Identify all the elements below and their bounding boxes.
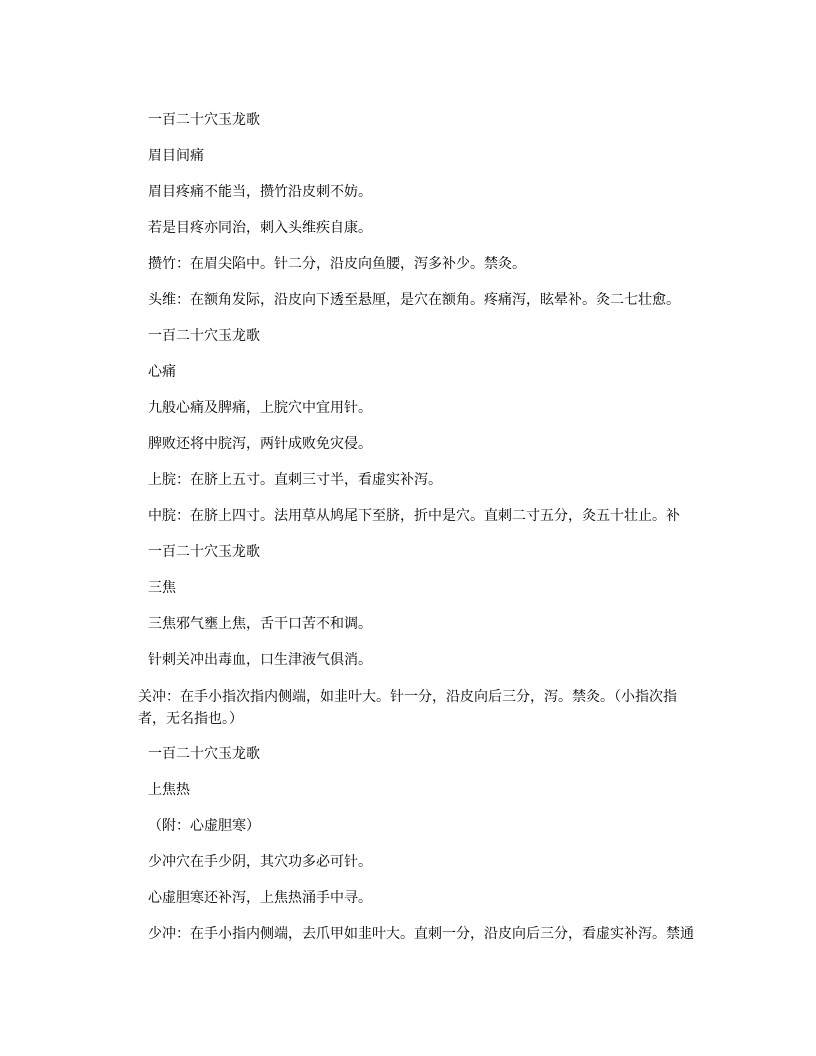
section-heading: 上焦热: [148, 782, 190, 798]
verse-line: 脾败还将中脘泻，两针成败免灾侵。: [148, 436, 372, 452]
verse-line: 眉目疼痛不能当，攒竹沿皮刺不妨。: [148, 184, 372, 200]
acupoint-note: 关冲：在手小指次指内侧端，如韭叶大。针一分，沿皮向后三分，泻。禁灸。（小指次指者，无名指也。）: [138, 689, 677, 727]
section-title: 一百二十穴玉龙歌: [148, 544, 260, 560]
acupoint-note: 头维：在额角发际，沿皮向下透至悬厘，是穴在额角。疼痛泻，眩晕补。灸二七壮愈。: [148, 292, 680, 308]
acupoint-note: 中脘：在脐上四寸。法用草从鸠尾下至脐，折中是穴。直刺二寸五分，灸五十壮止。补: [148, 508, 680, 524]
document-page: [138, 110, 708, 960]
section-subheading: （附：心虚胆寒）: [148, 818, 260, 834]
verse-line: 九般心痛及脾痛，上脘穴中宜用针。: [148, 400, 372, 416]
acupoint-note: 攒竹：在眉尖陷中。针二分，沿皮向鱼腰，泻多补少。禁灸。: [148, 256, 526, 272]
verse-line: 若是目疼亦同治，刺入头维疾自康。: [148, 220, 372, 236]
verse-line: 心虚胆寒还补泻，上焦热涌手中寻。: [148, 890, 372, 906]
acupoint-note: 上脘：在脐上五寸。直刺三寸半，看虚实补泻。: [148, 472, 442, 488]
section-title: 一百二十穴玉龙歌: [148, 328, 260, 344]
section-title: 一百二十穴玉龙歌: [148, 112, 260, 128]
acupoint-note: 少冲：在手小指内侧端，去爪甲如韭叶大。直刺一分，沿皮向后三分，看虚实补泻。禁通: [148, 926, 694, 942]
section-heading: 三焦: [148, 580, 176, 596]
verse-line: 三焦邪气壅上焦，舌干口苦不和调。: [148, 616, 372, 632]
section-title: 一百二十穴玉龙歌: [148, 746, 260, 762]
verse-line: 少冲穴在手少阴，其穴功多必可针。: [148, 854, 372, 870]
verse-line: 针刺关冲出毒血，口生津液气俱消。: [148, 652, 372, 668]
section-heading: 眉目间痛: [148, 148, 204, 164]
section-heading: 心痛: [148, 364, 176, 380]
